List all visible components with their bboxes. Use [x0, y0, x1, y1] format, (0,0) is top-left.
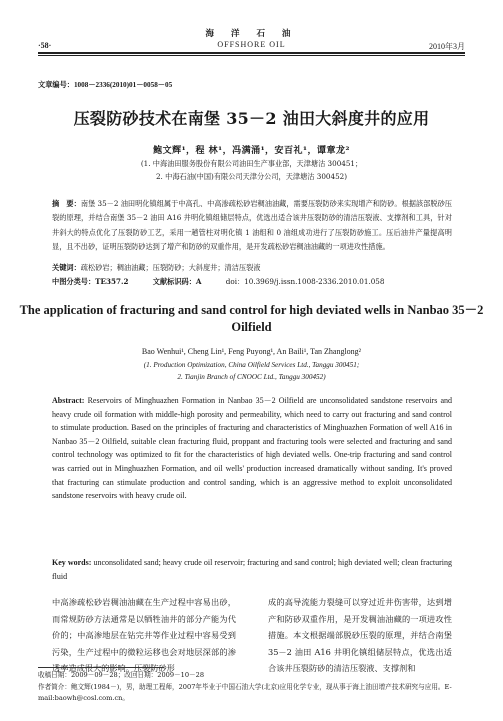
- authors-en: Bao Wenhui¹, Cheng Lin¹, Feng Puyong¹, An Baili¹, Tan Zhanglong²: [141, 347, 362, 356]
- body-column-left: 中高渗疏松砂岩稠油油藏在生产过程中容易出砂，而常规防砂方法通常是以牺牲油井的部分产能为代价的；中高渗地层在钻完井等作业过程中容易受到污染，生产过程中的微粒运移也会对地层深部的渗透率造成很大的影响。压裂防砂形: [52, 597, 236, 674]
- clc-number: 中图分类号：TE357.2: [52, 277, 129, 286]
- affiliation-cn-2: 2. 中海石油(中国)有限公司天津分公司，天津塘沽 300452): [155, 172, 348, 181]
- header-rule-thick: [38, 52, 465, 54]
- doi: doi：10.3969/j.issn.1008-2336.2010.01.058: [225, 277, 385, 286]
- abstract-en: [52, 394, 452, 503]
- keywords-cn-label: 关键词：: [52, 263, 81, 272]
- abstract-en-text: Reservoirs of Minghuazhen Formation in Nanbao 35－2 Oilfield are unconsolidated sandstone reservoirs and heavy crude oil formation with middle-high porosity and permeability, which need to carry out fracturing and sand control to stimulate production. Based on the principles of fracturing and characteristics of Minghuazhen Formation of well A16 in Nanbao 35－2 Oilfield, suitable clean fracturing fluid, proppant and fracturing tools were selected and fracturing and sand control technology was optimized to fit for the characteristics of high deviated wells. One-trip fracturing and sand control was carried out in Minghuazhen Formation, and oil wells' production increased dramatically without sanding. It's proved that fracturing can stimulate production and control sanding, which is an aggressive method to exploit unconsolidated sandstone reservoirs with heavy crude oil.: [52, 396, 453, 501]
- keywords-en: [52, 556, 452, 583]
- journal-title-en: OFFSHORE OIL: [217, 40, 286, 49]
- footnote-dates: 收稿日期：2009－09－28；改回日期：2009－10－28: [38, 671, 205, 679]
- authors-cn: 鲍文辉¹，程 林¹，冯满涌¹，安百礼¹，谭章龙²: [153, 146, 350, 156]
- affiliation-en-1: (1. Production Optimization, China Oilfield Services Ltd., Tanggu 300451;: [143, 361, 360, 369]
- body-column-right: 成的高导流能力裂缝可以穿过近井伤害带，达到增产和防砂双重作用，是开发稠油油藏的一项进攻性措施。本文根据端部脱砂压裂的原理，并结合南堡 35－2 油田 A16 井明化镇组储层特点，优选出适合该井压裂防砂的清洁压裂液、支撑剂和: [268, 597, 452, 674]
- article-number: 文章编号：1008－2336(2010)01－0058－05: [38, 81, 173, 89]
- keywords-cn: [52, 263, 452, 273]
- abstract-cn-text: 南堡 35－2 油田明化镇组属于中高孔、中高渗疏松砂岩稠油油藏，需要压裂防砂来实现增产和防砂。根据該部脱砂压裂的原理，并结合南堡 35－2 油田 A16 井明化镇组储层特点，优选出适合该井压裂防砂的清洁压裂液、支撑剂和工具，针对井斜大的特点优化了压裂防砂工艺，采用一趟管柱对明化镇 1 油组和 0 油组成功进行了压裂防砂施工。压后油井产量提高明显，且不出砂，证明压裂防砂达到了增产和防砂的双重作用，是开发疏松砂岩稠油油藏的一项进攻性措施。: [52, 199, 452, 251]
- issue-date: 2010年3月: [429, 42, 465, 51]
- affiliation-cn-1: (1. 中海油田服务股份有限公司油田生产事业部，天津塘沽 300451；: [140, 159, 363, 168]
- journal-title-cn: 海 洋 石 油: [205, 29, 298, 39]
- keywords-en-label: Key words:: [52, 558, 92, 567]
- abstract-cn: [52, 197, 452, 254]
- footnote-author: 作者简介：鲍文辉(1984－)，男，助理工程师，2007年毕业于中国石油大学(北京)应用化学专业，现从事于海上油田增产技术研究与应用。E-mail:baowh@cosl.com.cn。: [38, 683, 452, 702]
- document-code: 文献标识码：A: [152, 277, 202, 286]
- abstract-cn-label: 摘 要：: [52, 199, 81, 208]
- keywords-cn-text: 疏松砂岩；稠油油藏；压裂防砂；大斜度井；清洁压裂液: [80, 263, 261, 272]
- title-cn: 压裂防砂技术在南堡 35－2 油田大斜度井的应用: [73, 109, 430, 128]
- page-number: ·58·: [38, 41, 52, 50]
- keywords-en-text: unconsolidated sand; heavy crude oil reservoir; fracturing and sand control; high deviated well; clean fracturing fluid: [52, 558, 453, 581]
- classification-cn: [52, 277, 452, 287]
- header-rule-thin: [38, 55, 465, 56]
- title-en: The application of fracturing and sand control for high deviated wells in Nanbao 35－2 Oilfield: [19, 303, 484, 334]
- abstract-en-label: Abstract:: [52, 396, 85, 405]
- affiliation-en-2: 2. Tianjin Branch of CNOOC Ltd., Tanggu 300452): [177, 373, 326, 381]
- footnote-rule: [38, 667, 164, 668]
